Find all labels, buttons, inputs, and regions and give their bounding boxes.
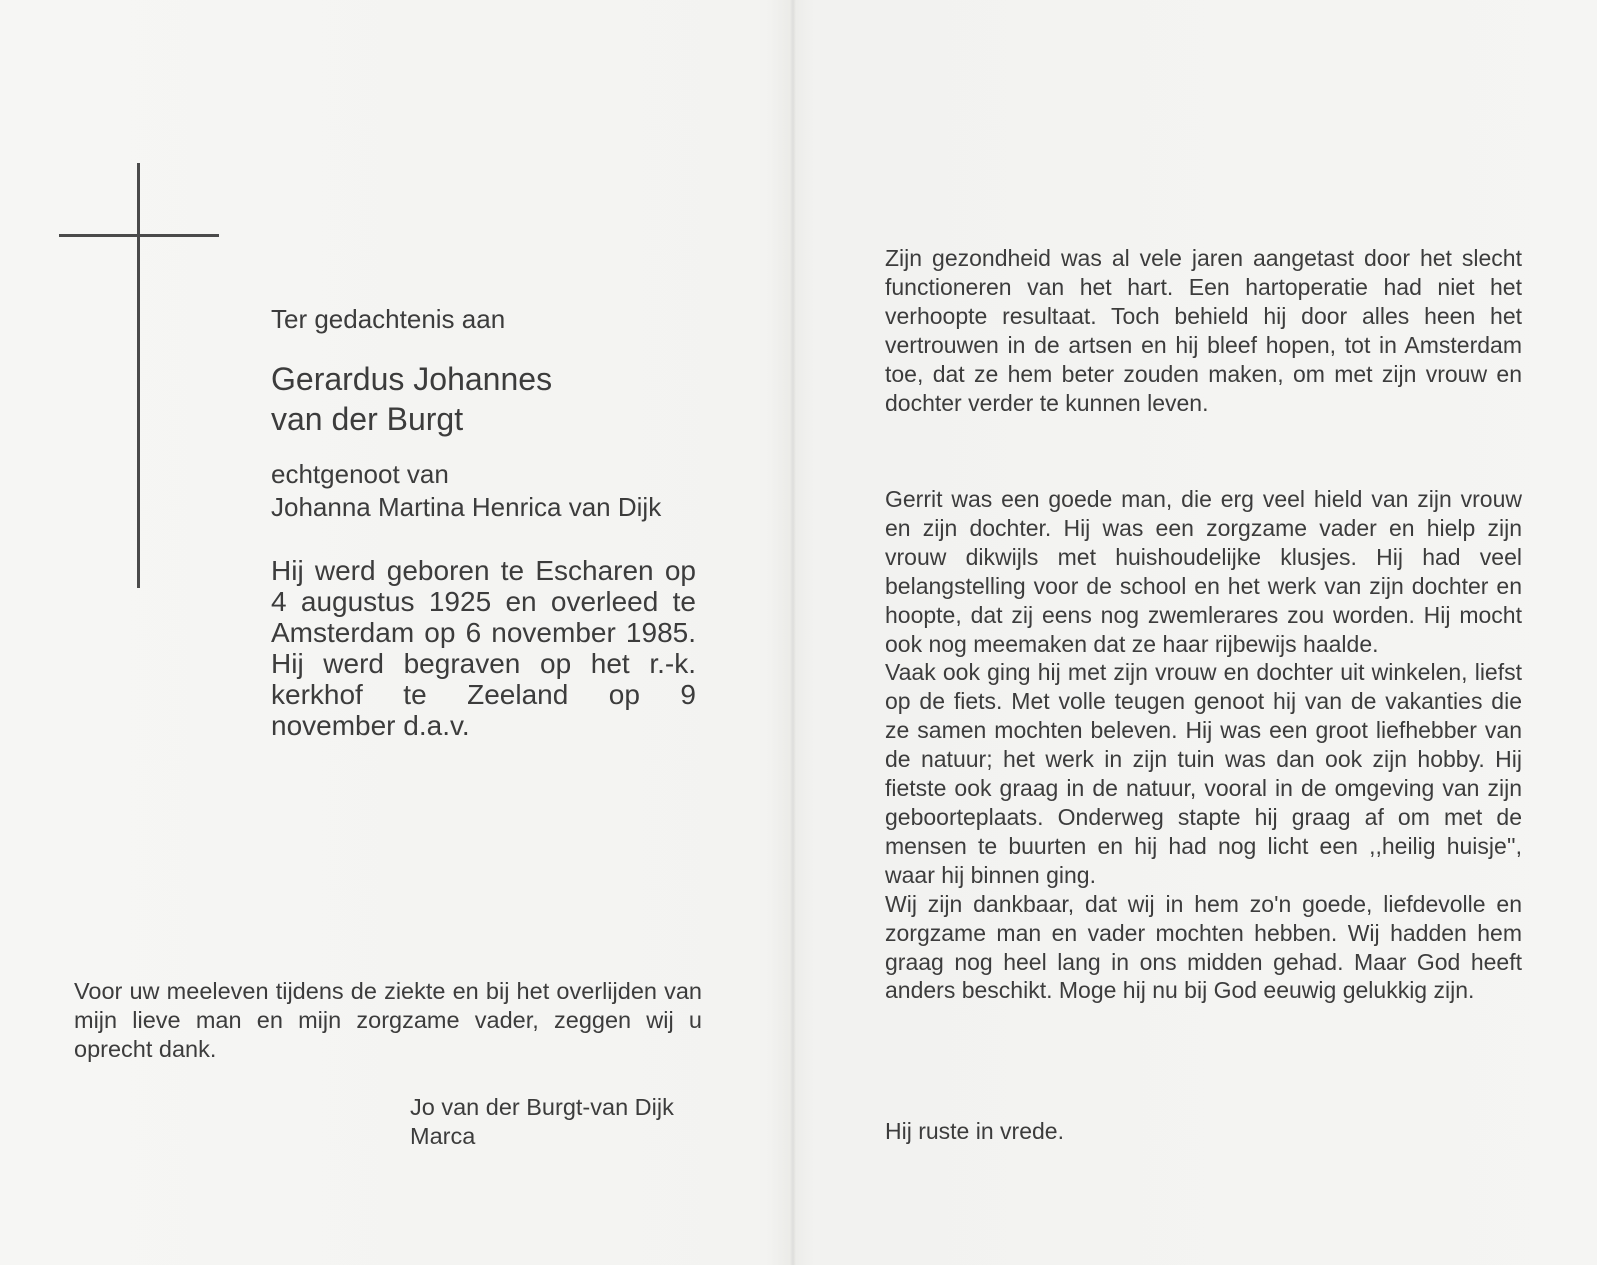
thanks-text: Voor uw meeleven tijdens de ziekte en bij het overlijden van mijn lieve man en mijn zorgzame vader, zeggen wij u oprecht dank. (74, 978, 702, 1062)
cross-icon-horizontal (59, 234, 219, 237)
right-text (885, 244, 1522, 1004)
closing-line: Hij ruste in vrede. (885, 1118, 1064, 1144)
paragraph-health: Zijn gezondheid was al vele jaren aangetast door het slecht functioneren van het hart. Een hartoperatie had niet het verhoopte resultaat. Toch behield hij door alles heen het vertrouwen in de artsen en hij bleef hopen, tot in Amsterdam toe, dat ze hem beter zouden maken, om met zijn vrouw en dochter verder te kunnen leven. (885, 245, 1522, 416)
memorial-intro: Ter gedachtenis aan (271, 304, 506, 334)
cross-icon-vertical (137, 163, 140, 588)
paragraph-life (885, 485, 1522, 1005)
spouse-name: Johanna Martina Henrica van Dijk (271, 492, 662, 522)
signature (410, 1093, 674, 1151)
biography: Hij werd geboren te Escharen op 4 augustus 1925 en overleed te Amsterdam op 6 november 1985. Hij werd begraven op het r.-k. kerkhof te Zeeland op 9 november d.a.v. (271, 555, 696, 741)
signature-line-2: Marca (410, 1123, 476, 1149)
paragraph-family: Gerrit was een goede man, die erg veel hield van zijn vrouw en zijn dochter. Hij was een zorgzame vader en hielp zijn vrouw dikwijls met huishoudelijke klusjes. Hij had veel belangstelling voor de school en het werk van zijn dochter en hoopte, dat zij eens nog zwemlerares zou worden. Hij mocht ook nog meemaken dat ze haar rijbewijs haalde. (885, 486, 1522, 657)
card-fold (790, 0, 796, 1265)
deceased-name (271, 359, 552, 439)
spouse-block (271, 458, 661, 524)
spouse-label: echtgenoot van (271, 459, 449, 489)
paragraph-gratitude: Wij zijn dankbaar, dat wij in hem zo'n goede, liefdevolle en zorgzame man en vader mochten hebben. Wij hadden hem graag nog heel lang in ons midden gehad. Maar God heeft anders beschikt. Moge hij nu bij God eeuwig gelukkig zijn. (885, 890, 1522, 1004)
signature-line-1: Jo van der Burgt-van Dijk (410, 1094, 674, 1120)
name-line-2: van der Burgt (271, 401, 464, 437)
paragraph-hobbies: Vaak ook ging hij met zijn vrouw en dochter uit winkelen, liefst op de fiets. Met volle teugen genoot hij van de vakanties die ze samen mochten beleven. Hij was een groot liefhebber van de natuur; het werk in zijn tuin was dan ook zijn hobby. Hij fietste ook graag in de natuur, vooral in de omgeving van zijn geboorteplaats. Onderweg stapte hij graag af om met de mensen te buurten en hij had nog licht een ,,heilig huisje'', waar hij binnen ging. (885, 659, 1522, 888)
name-line-1: Gerardus Johannes (271, 361, 553, 397)
